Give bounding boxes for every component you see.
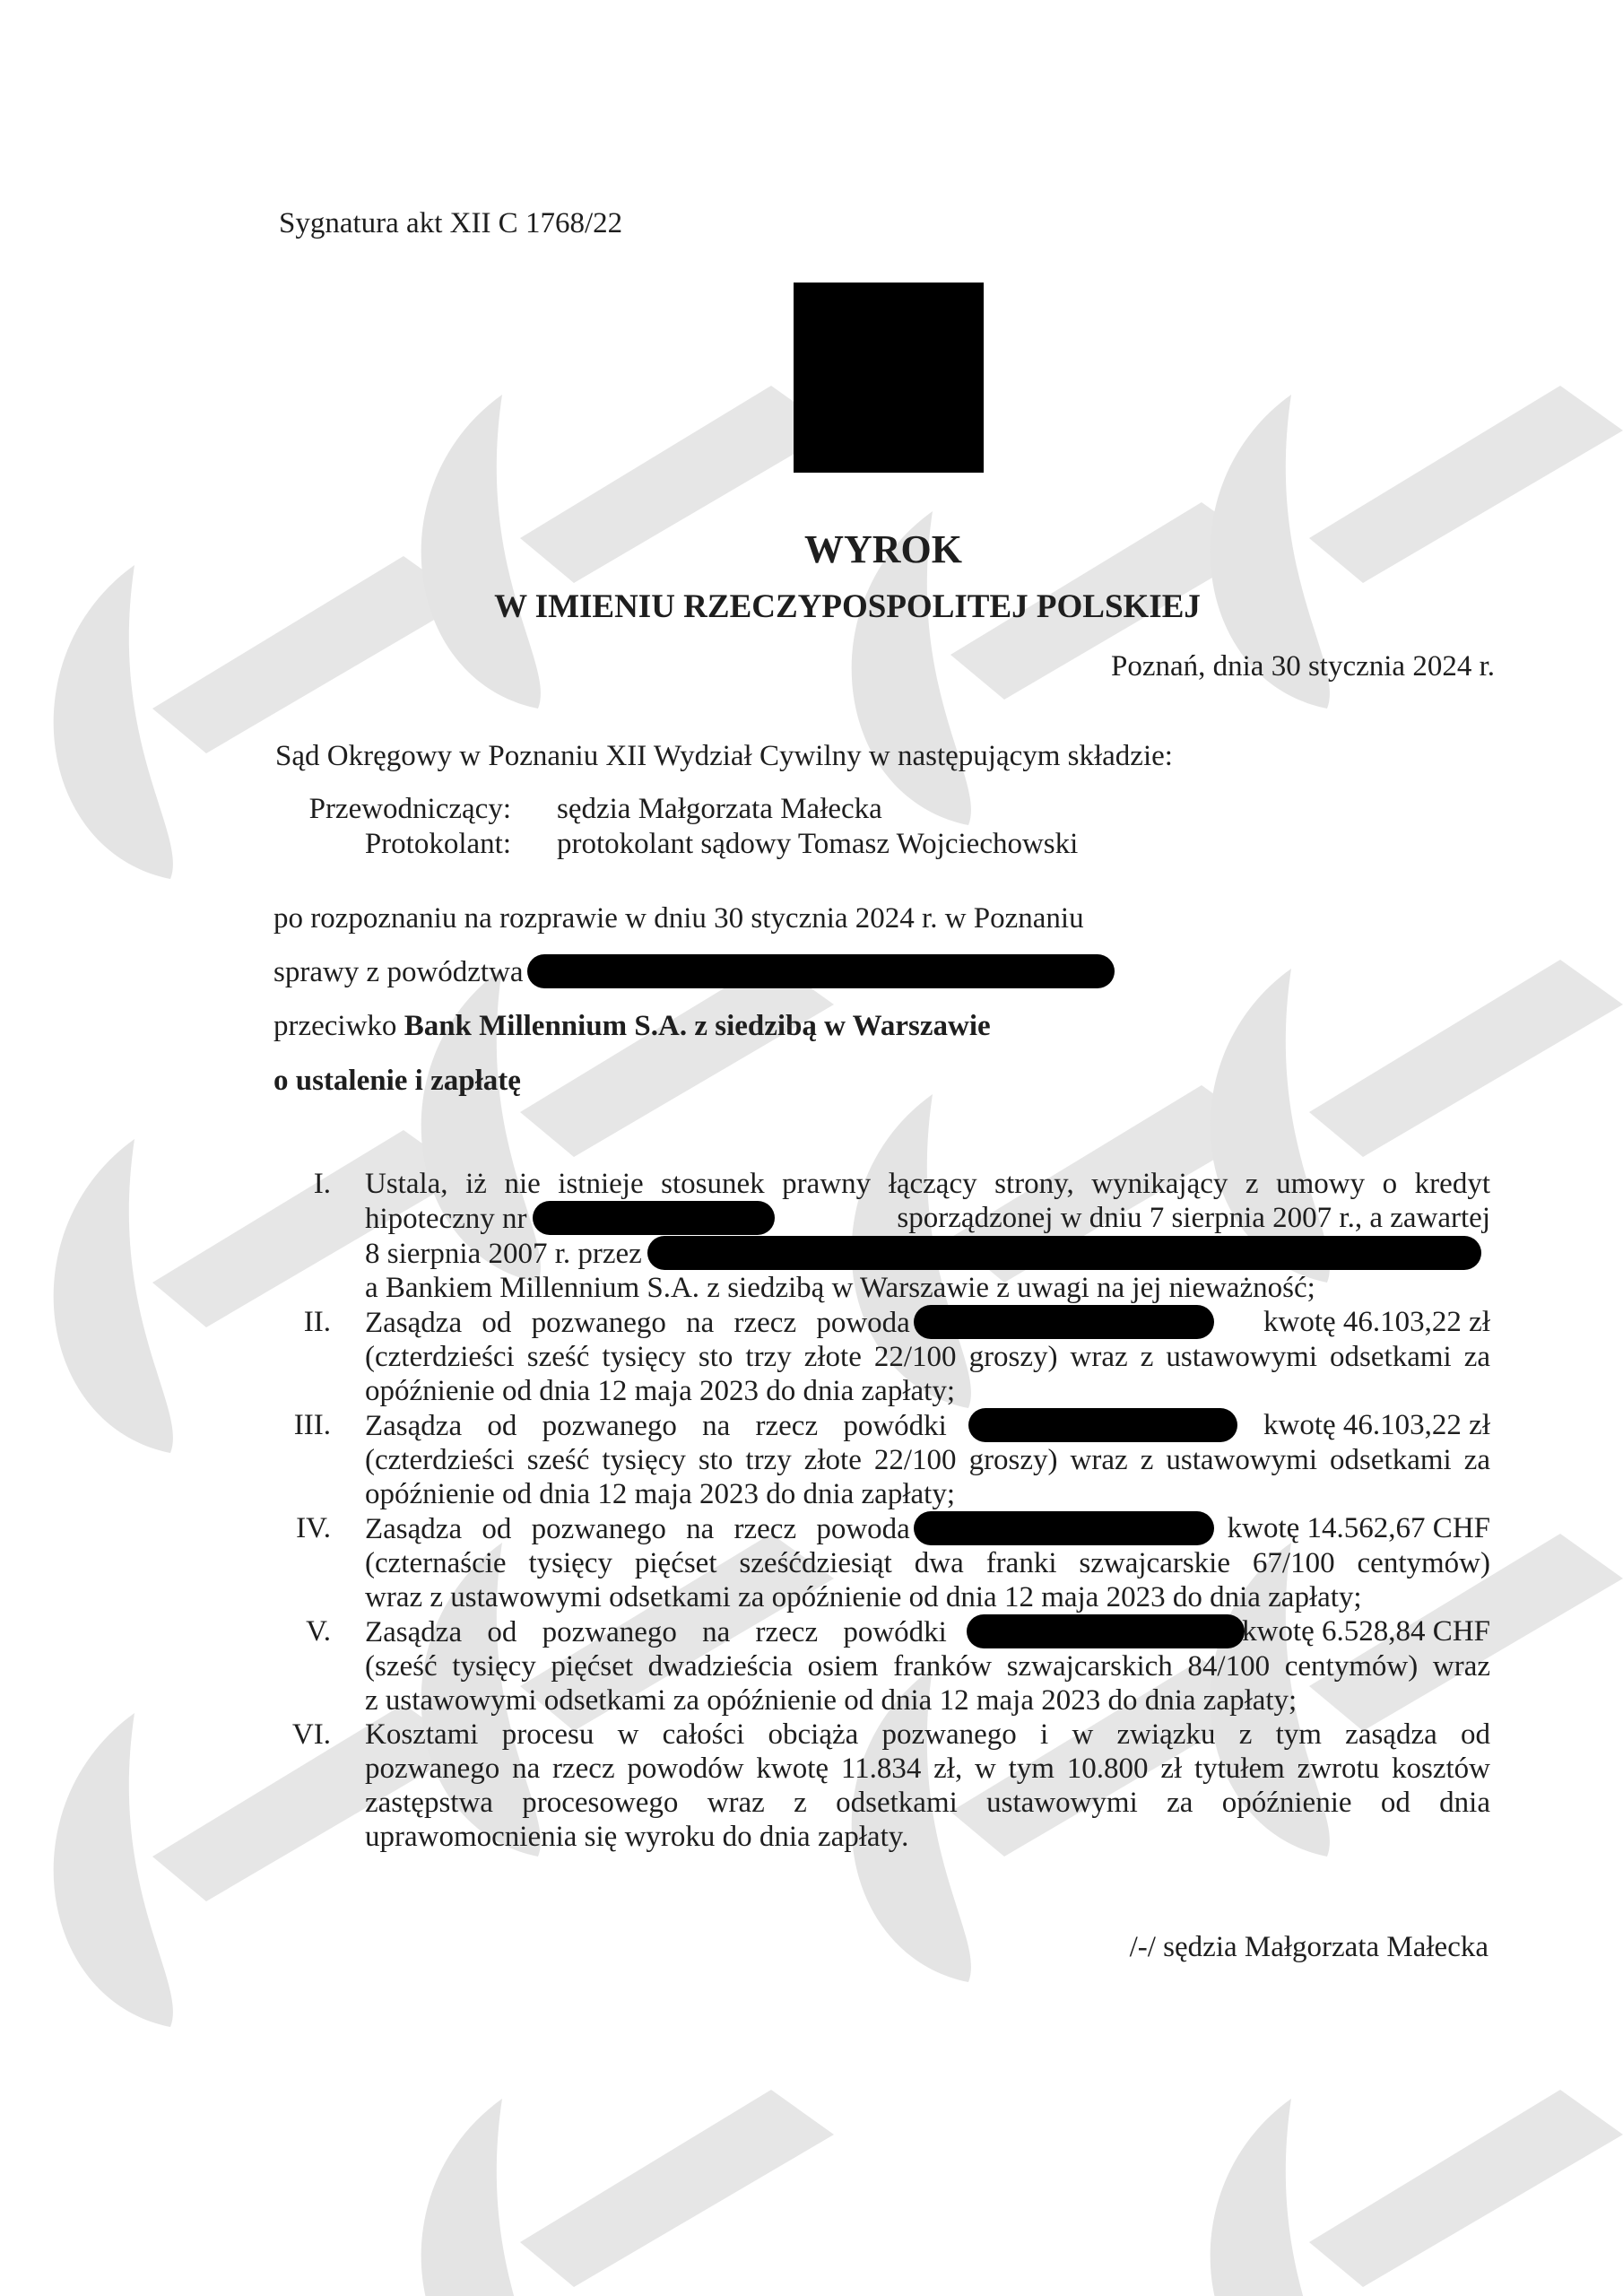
item-line: uprawomocnienia się wyroku do dnia zapłaty. (365, 1821, 909, 1853)
document-subtitle: W IMIENIU RZECZYPOSPOLITEJ POLSKIEJ (494, 588, 1201, 625)
item-line (365, 1511, 1490, 1546)
judge-signature: /-/ sędzia Małgorzata Małecka (1129, 1931, 1488, 1963)
item-line: wraz z ustawowymi odsetkami za opóźnienie od dnia 12 maja 2023 do dnia zapłaty; (365, 1581, 1362, 1613)
redacted-emblem (794, 283, 984, 473)
composition-person-chair: sędzia Małgorzata Małecka (557, 793, 882, 825)
item-line: opóźnienie od dnia 12 maja 2023 do dnia zapłaty; (365, 1478, 955, 1510)
item-line (365, 1614, 1490, 1649)
item-line: Kosztami procesu w całości obciąża pozwanego i w związku z tym zasądza od (365, 1718, 1490, 1751)
item-number: V. (306, 1615, 331, 1648)
item-line: (czternaście tysięcy pięćset sześćdziesiąt dwa franki szwajcarskie 67/100 centymów) (365, 1547, 1490, 1579)
item-text: sporządzonej w dniu 7 sierpnia 2007 r., a zawartej (897, 1202, 1490, 1234)
item-line: (czterdzieści sześć tysięcy sto trzy złote 22/100 groszy) wraz z ustawowymi odsetkami za (365, 1341, 1490, 1373)
item-line (365, 1408, 1490, 1443)
item-line (365, 1201, 1490, 1236)
item-text: kwotę 46.103,22 zł (1263, 1409, 1490, 1441)
redacted-plaintiff (914, 1511, 1214, 1545)
defendant-prefix: przeciwko (273, 1010, 397, 1042)
item-line: z ustawowymi odsetkami za opóźnienie od dnia 12 maja 2023 do dnia zapłaty; (365, 1684, 1298, 1717)
judgment-item-6 (273, 1718, 1490, 1854)
judgment-item-2 (273, 1305, 1490, 1408)
item-line: (sześć tysięcy pięćset dwadzieścia osiem franków szwajcarskich 84/100 centymów) wraz (365, 1650, 1490, 1683)
item-line: a Bankiem Millennium S.A. z siedzibą w Warszawie z uwagi na jej nieważność; (365, 1272, 1315, 1304)
item-number: III. (293, 1409, 331, 1441)
place-date: Poznań, dnia 30 stycznia 2024 r. (1110, 650, 1495, 683)
item-text: hipoteczny nr (365, 1203, 527, 1235)
redacted-plaintiff (968, 1408, 1237, 1442)
hearing-line: po rozpoznaniu na rozprawie w dniu 30 stycznia 2024 r. w Poznaniu (273, 902, 1084, 935)
item-number: II. (303, 1306, 331, 1338)
judgment-item-4 (273, 1511, 1490, 1614)
case-signature: Sygnatura akt XII C 1768/22 (279, 207, 623, 239)
item-line: zastępstwa procesowego wraz z odsetkami ustawowymi za opóźnienie od dnia (365, 1787, 1490, 1819)
redacted-plaintiffs (527, 954, 1115, 988)
judgment-item-5 (273, 1614, 1490, 1718)
item-line (365, 1305, 1490, 1340)
plaintiff-line (273, 954, 1115, 989)
item-text: kwotę 46.103,22 zł (1263, 1306, 1490, 1338)
court-line: Sąd Okręgowy w Poznaniu XII Wydział Cywilny w następującym składzie: (275, 740, 1173, 772)
judgment-item-3 (273, 1408, 1490, 1511)
item-text: Zasądza od pozwanego na rzecz powoda (365, 1513, 910, 1545)
item-line: (czterdzieści sześć tysięcy sto trzy złote 22/100 groszy) wraz z ustawowymi odsetkami za (365, 1444, 1490, 1476)
item-number: I. (313, 1168, 331, 1200)
plaintiff-prefix: sprawy z powództwa (273, 956, 524, 988)
document-title: WYROK (804, 527, 962, 571)
item-text: Zasądza od pozwanego na rzecz powoda (365, 1307, 910, 1339)
item-line (365, 1236, 1490, 1271)
composition-role-chair: Przewodniczący: (308, 793, 511, 825)
item-text: Zasądza od pozwanego na rzecz powódki (365, 1410, 947, 1442)
composition-person-clerk: protokolant sądowy Tomasz Wojciechowski (557, 828, 1079, 860)
item-text: Zasądza od pozwanego na rzecz powódki (365, 1616, 947, 1648)
item-line: opóźnienie od dnia 12 maja 2023 do dnia zapłaty; (365, 1375, 955, 1407)
redacted-contract-number (533, 1201, 775, 1235)
defendant-line (273, 1009, 991, 1043)
redacted-plaintiff (914, 1305, 1214, 1339)
item-line: Ustala, iż nie istnieje stosunek prawny łączący strony, wynikający z umowy o kredyt (365, 1168, 1490, 1200)
redacted-plaintiff (967, 1614, 1245, 1648)
judgment-items (273, 1167, 1490, 1854)
item-text: 8 sierpnia 2007 r. przez (365, 1238, 642, 1270)
redacted-borrowers (647, 1236, 1481, 1270)
item-text: kwotę 6.528,84 CHF (1242, 1615, 1490, 1648)
defendant-name: Bank Millennium S.A. z siedzibą w Warszawie (404, 1010, 991, 1042)
item-text: kwotę 14.562,67 CHF (1227, 1512, 1490, 1544)
item-number: VI. (291, 1718, 331, 1751)
item-line: pozwanego na rzecz powodów kwotę 11.834 zł, w tym 10.800 zł tytułem zwrotu kosztów (365, 1752, 1490, 1785)
item-number: IV. (296, 1512, 331, 1544)
judgment-item-1 (273, 1167, 1490, 1305)
composition-role-clerk: Protokolant: (364, 828, 511, 860)
case-subject: o ustalenie i zapłatę (273, 1065, 521, 1097)
